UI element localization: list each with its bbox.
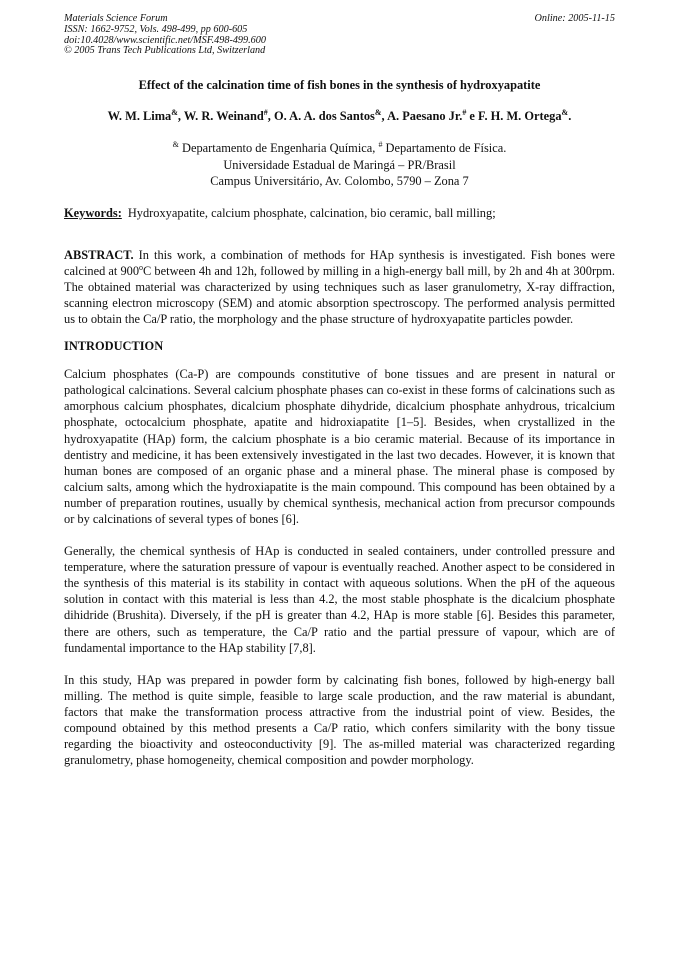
doi-line: doi:10.4028/www.scientific.net/MSF.498-499.600 (64, 34, 266, 46)
online-date: Online: 2005-11-15 (534, 13, 615, 24)
paper-title: Effect of the calcination time of fish bones in the synthesis of hydroxyapatite (138, 78, 541, 93)
journal-name: Materials Science Forum (64, 13, 168, 24)
author: F. H. M. Ortega&. (478, 108, 572, 124)
affiliation-university: Universidade Estadual de Maringá – PR/Brasil (223, 157, 456, 172)
copyright-line: © 2005 Trans Tech Publications Ltd, Switzerland (64, 45, 266, 57)
section-heading-introduction: INTRODUCTION (64, 339, 164, 354)
author: W. M. Lima&, (107, 108, 184, 124)
keywords-label: Keywords: (64, 205, 122, 220)
paper-page (64, 14, 615, 768)
journal-header (64, 14, 615, 57)
intro-paragraph-1: Calcium phosphates (Ca-P) are compounds constitutive of bone tissues and are present in natural or pathological calcinations. Several calcium phosphate phases can co-exist in these forms of calcinations such as amorphous calcium phosphates, dicalcium phosphate dihydride, dicalcium phosphate anhydrous, tricalcium phosphate, octocalcium phosphate, apatite and hidroxiapatite [1–5]. Besides, when crystallized in the hydroxyapatite (HAp) form, the calcium phosphate is a bio ceramic material. Because of its importance in dentistry and medicine, it has been extensively investigated in the last two decades. However, it is known that human bones are composed of an organic phase and a mineral phase. The mineral phase is composed by calcium salts, among which the hydroxiapatite is the main compound. This compound has been obtained by a number of preparation routines, usually by chemical synthesis, mechanical action from precursor compounds or by calcinations of several types of bones [6]. (64, 367, 615, 526)
author: W. R. Weinand#, (183, 108, 274, 124)
author: O. A. A. dos Santos&, (273, 108, 388, 124)
intro-paragraph-3: In this study, HAp was prepared in powder form by calcinating fish bones, followed by high-energy ball milling. The method is quite simple, feasible to large scale production, and the raw material is abundant, factors that make the transformation process attractive from the industrial point of view. Besides, the compound obtained by this method presents a Ca/P ratio, which confers similarity with the bony tissue regarding the bioactivity and osteoconductivity [9]. The as-milled material was characterized regarding granulometry, phase homogeneity, chemical composition and powder morphology. (64, 672, 615, 768)
intro-paragraph-2: Generally, the chemical synthesis of HAp is conducted in sealed containers, under controlled pressure and temperature, where the saturation pressure of vapour is eventually reached. Another aspect to be considered in the synthesis of this material is its stability in contact with aqueous solutions. When the pH of the aqueous solution in contact with this material is less than 4.2, the most stable phosphate is the dicalcium phosphate dihidride (Brushita). Diversely, if the pH is greater than 4.2, HAp is more stable [6]. Besides this parameter, there are others, such as temperature, the Ca/P ratio and the partial pressure of vapour, which are of fundamental importance to the HAp stability [7,8]. (64, 544, 615, 655)
affiliation-campus: Campus Universitário, Av. Colombo, 5790 – Zona 7 (210, 174, 469, 189)
keywords-line (64, 206, 615, 221)
keywords-text: Hydroxyapatite, calcium phosphate, calcination, bio ceramic, ball milling; (127, 205, 496, 220)
affiliation-block (64, 140, 615, 190)
author: A. Paesano Jr.# e (387, 108, 479, 124)
abstract-label: ABSTRACT. (64, 247, 134, 262)
author-list (64, 109, 615, 124)
affiliation-departments: & Departamento de Engenharia Química, # Departamento de Física. (172, 140, 507, 156)
issn-line: ISSN: 1662-9752, Vols. 498-499, pp 600-605 (64, 23, 248, 35)
abstract-paragraph: ABSTRACT. In this work, a combination of methods for HAp synthesis is investigated. Fish bones were calcined at 900$^o$C between 4h and 12h, followed by milling in a high-energy ball mill, by 2h and 4h at 300rpm. The obtained material was characterized by using techniques such as laser granulometry, X-ray diffraction, scanning electron microscopy (SEM) and atomic absorption spectroscopy. The performed analysis permitted us to obtain the Ca/P ratio, the morphology and the phase structure of hydroxyapatite particles powder. (64, 247, 615, 327)
